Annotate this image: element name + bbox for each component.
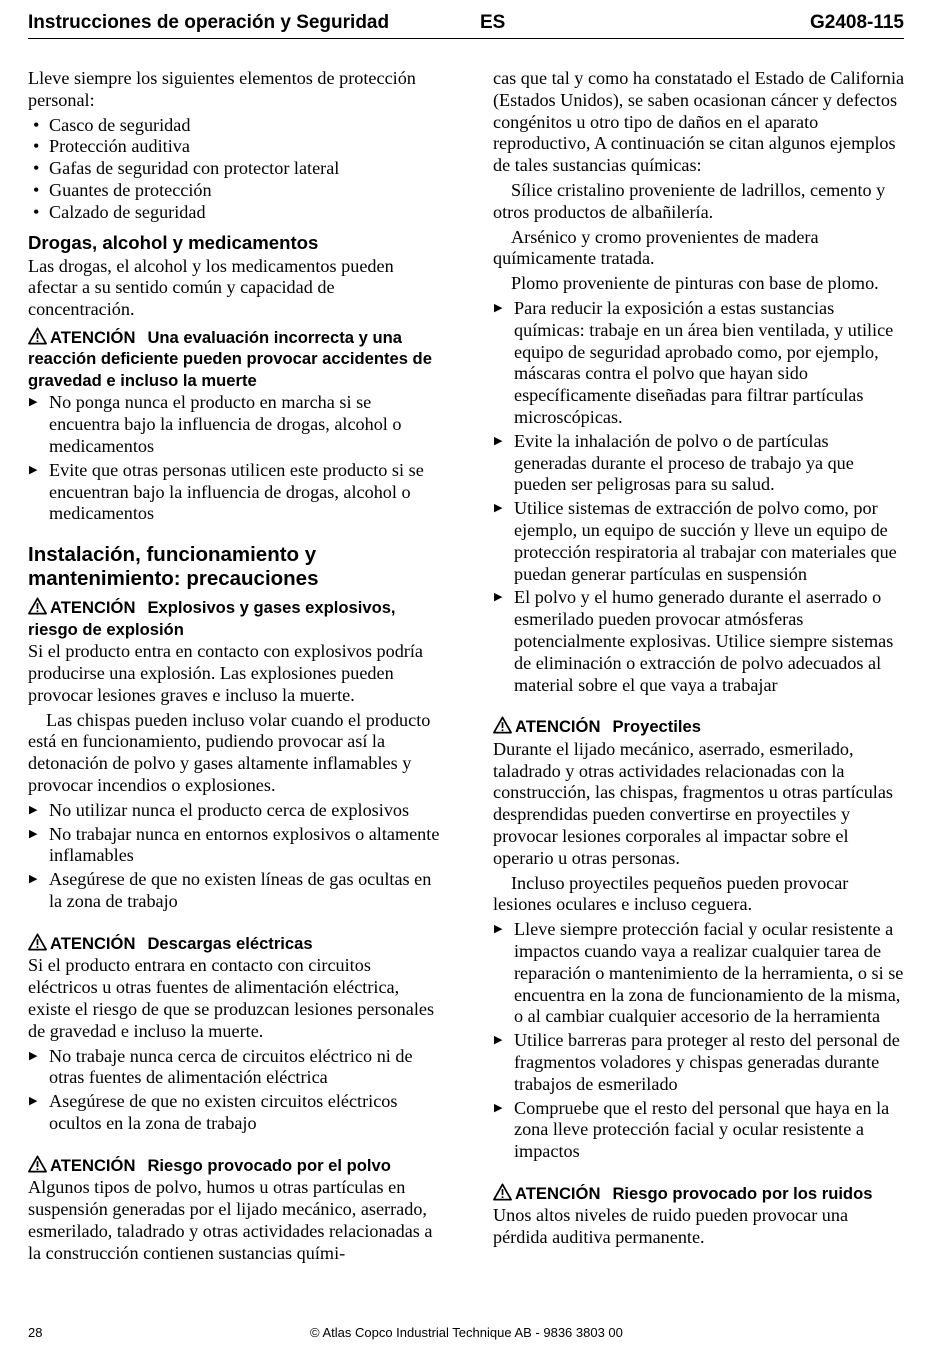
warning-triangle-icon (493, 1183, 512, 1201)
warning-title: Una evaluación incorrecta y una reacción deficiente pueden provocar accidentes de gravedad e incluso la muerte (28, 327, 432, 390)
list-item: ▶ No trabajar nunca en entornos explosivos o altamente inflamables (29, 823, 440, 866)
warning-electric (28, 933, 440, 955)
arrow-right-icon: ▶ (29, 803, 38, 816)
arrow-right-icon: ▶ (29, 827, 38, 840)
arrow-right-icon: ▶ (494, 591, 503, 604)
electric-list (28, 1046, 440, 1135)
list-item: ▶ Compruebe que el resto del personal que haya en la zona lleve protección facial y ocular resistente a impactos (494, 1097, 890, 1162)
list-item: • Calzado de seguridad (33, 202, 440, 224)
warning-title: Riesgo provocado por el polvo (147, 1155, 391, 1175)
warning-title: Explosivos y gases explosivos, riesgo de explosión (28, 598, 396, 639)
list-item: ▶ Asegúrese de que no existen circuitos eléctricos ocultos en la zona de trabajo (29, 1091, 398, 1133)
dust-example-3: Plomo proveniente de pinturas con base de plomo. (511, 273, 879, 294)
warning-label: ATENCIÓN (50, 933, 136, 953)
document-title: Instrucciones de operación y Seguridad (28, 12, 390, 33)
arrow-right-icon: ▶ (494, 502, 503, 515)
list-item: ▶ Asegúrese de que no existen líneas de gas ocultas en la zona de trabajo (29, 869, 432, 912)
dust-example-2: Arsénico y cromo provenientes de madera químicamente tratada. (493, 226, 819, 269)
dust-continuation: cas que tal y como ha constatado el Estado de California (Estados Unidos), se saben ocasionan cáncer y defectos congénitos u otro tipo de daños en el aparato reproductivo, A continuación se citan algunos ejemplos de tales sustancias químicas: (493, 68, 905, 176)
page-number: 28 (28, 1325, 43, 1340)
arrow-right-icon: ▶ (494, 1034, 503, 1047)
warning-label: ATENCIÓN (50, 327, 136, 347)
explosives-paragraph-2: Las chispas pueden incluso volar cuando el producto está en funcionamiento, pudiendo provocar así la detonación de polvo y gases altamente inflamables y provocar incendios o explosiones. (28, 709, 431, 796)
list-item: ▶ Utilice barreras para proteger al resto del personal de fragmentos voladores y chispas generadas durante trabajos de esmerilado (494, 1030, 900, 1094)
noise-paragraph: Unos altos niveles de ruido pueden provocar una pérdida auditiva permanente. (493, 1205, 849, 1248)
projectiles-paragraph-1: Durante el lijado mecánico, aserrado, esmerilado, taladrado y otras actividades relacionadas con la construcción, las chispas, fragmentos u otras partículas desprendidas pueden convertirse en proyectiles y provocar lesiones corporales al impactar sobre el operario u otras personas. (493, 738, 894, 868)
explosives-list (28, 800, 440, 913)
list-item: • Casco de seguridad (33, 115, 440, 137)
page-header (28, 10, 904, 39)
drugs-paragraph: Las drogas, el alcohol y los medicamentos pueden afectar a su sentido común y capacidad de concentración. (28, 255, 394, 320)
projectiles-list (493, 919, 905, 1163)
warning-dust (28, 1155, 440, 1177)
arrow-right-icon: ▶ (29, 1049, 38, 1062)
arrow-right-icon: ▶ (29, 463, 38, 476)
document-code: G2408-115 (809, 12, 904, 33)
warning-triangle-icon (28, 1155, 47, 1173)
warning-noise (493, 1183, 905, 1205)
warning-triangle-icon (28, 327, 47, 345)
list-item: ▶ Evite la inhalación de polvo o de partículas generadas durante el proceso de trabajo ya que pueden ser peligrosas para su salud. (494, 430, 854, 495)
copyright-notice: © Atlas Copco Industrial Technique AB - 9836 3803 00 (310, 1325, 623, 1340)
list-item: • Guantes de protección (33, 180, 440, 202)
language-code: ES (480, 12, 506, 33)
list-item: ▶ No utilizar nunca el producto cerca de explosivos (29, 799, 410, 820)
list-item: ▶ Evite que otras personas utilicen este producto si se encuentran bajo la influencia de drogas, alcohol o medicamentos (29, 459, 424, 524)
list-item: ▶ El polvo y el humo generado durante el aserrado o esmerilado pueden provocar atmósferas potencialmente explosivas. Utilice siempre sistemas de eliminación o extracción de polvo adecuados al material sobre el que vaya a trabajar (494, 587, 894, 695)
warning-drugs (28, 327, 440, 392)
arrow-right-icon: ▶ (29, 396, 38, 409)
dust-list (493, 298, 905, 696)
arrow-right-icon: ▶ (494, 1101, 503, 1114)
warning-label: ATENCIÓN (50, 598, 136, 618)
section-heading-installation: Instalación, funcionamiento y mantenimiento: precauciones (28, 543, 319, 591)
drugs-list (28, 392, 440, 525)
ppe-intro: Lleve siempre los siguientes elementos de protección personal: (28, 68, 416, 110)
list-item: ▶ Utilice sistemas de extracción de polvo como, por ejemplo, un equipo de succión y lleve un equipo de protección respiratoria al trabajar con materiales que puedan generar partículas en suspensión (494, 498, 897, 584)
arrow-right-icon: ▶ (29, 873, 38, 886)
list-item: ▶ Para reducir la exposición a estas sustancias químicas: trabaje en un área bien ventilada, y utilice equipo de seguridad aprobado como, por ejemplo, máscaras contra el polvo que hayan sido específicamente diseñadas para filtrar partículas microscópicas. (494, 297, 894, 427)
warning-label: ATENCIÓN (515, 1183, 601, 1203)
dust-example-1: Sílice cristalino proveniente de ladrillos, cemento y otros productos de albañilería. (493, 179, 886, 222)
explosives-paragraph-1: Si el producto entra en contacto con explosivos podría producirse una explosión. Las explosiones pueden provocar lesiones graves e incluso la muerte. (28, 641, 423, 705)
arrow-right-icon: ▶ (494, 434, 503, 447)
warning-title: Proyectiles (612, 717, 701, 737)
right-column (493, 68, 905, 1252)
list-item: ▶ No ponga nunca el producto en marcha si se encuentra bajo la influencia de drogas, alcohol o medicamentos (29, 392, 402, 457)
arrow-right-icon: ▶ (29, 1095, 38, 1108)
warning-label: ATENCIÓN (50, 1155, 136, 1175)
warning-projectiles (493, 716, 905, 738)
warning-title: Riesgo provocado por los ruidos (612, 1183, 873, 1203)
list-item: • Gafas de seguridad con protector lateral (33, 158, 440, 180)
dust-paragraph: Algunos tipos de polvo, humos u otras partículas en suspensión generadas por el lijado mecánico, aserrado, esmerilado, taladrado y otras actividades relacionadas a la construcción contienen sustancias quími- (28, 1177, 433, 1263)
electric-paragraph: Si el producto entrara en contacto con circuitos eléctricos u otras fuentes de alimentación eléctrica, existe el riesgo de que se produzcan lesiones personales de gravedad e incluso la muerte. (28, 955, 435, 1041)
warning-title: Descargas eléctricas (147, 933, 313, 953)
left-column (28, 68, 440, 1267)
warning-explosives (28, 597, 440, 640)
section-heading-drugs: Drogas, alcohol y medicamentos (28, 231, 319, 253)
warning-triangle-icon (493, 716, 512, 734)
warning-label: ATENCIÓN (515, 717, 601, 737)
warning-triangle-icon (28, 933, 47, 951)
warning-triangle-icon (28, 597, 47, 615)
ppe-list (33, 115, 440, 224)
arrow-right-icon: ▶ (494, 301, 503, 314)
projectiles-paragraph-2: Incluso proyectiles pequeños pueden provocar lesiones oculares e incluso ceguera. (493, 872, 849, 915)
list-item: ▶ Lleve siempre protección facial y ocular resistente a impactos cuando vaya a realizar cualquier tarea de reparación o mantenimiento de la herramienta, o si se encuentra en la zona de funcionamiento de la misma, o al cambiar cualquier accesorio de la herramienta (494, 919, 904, 1027)
list-item: ▶ No trabaje nunca cerca de circuitos eléctrico ni de otras fuentes de alimentación eléctrica (29, 1045, 413, 1088)
arrow-right-icon: ▶ (494, 923, 503, 936)
list-item: • Protección auditiva (33, 136, 440, 158)
